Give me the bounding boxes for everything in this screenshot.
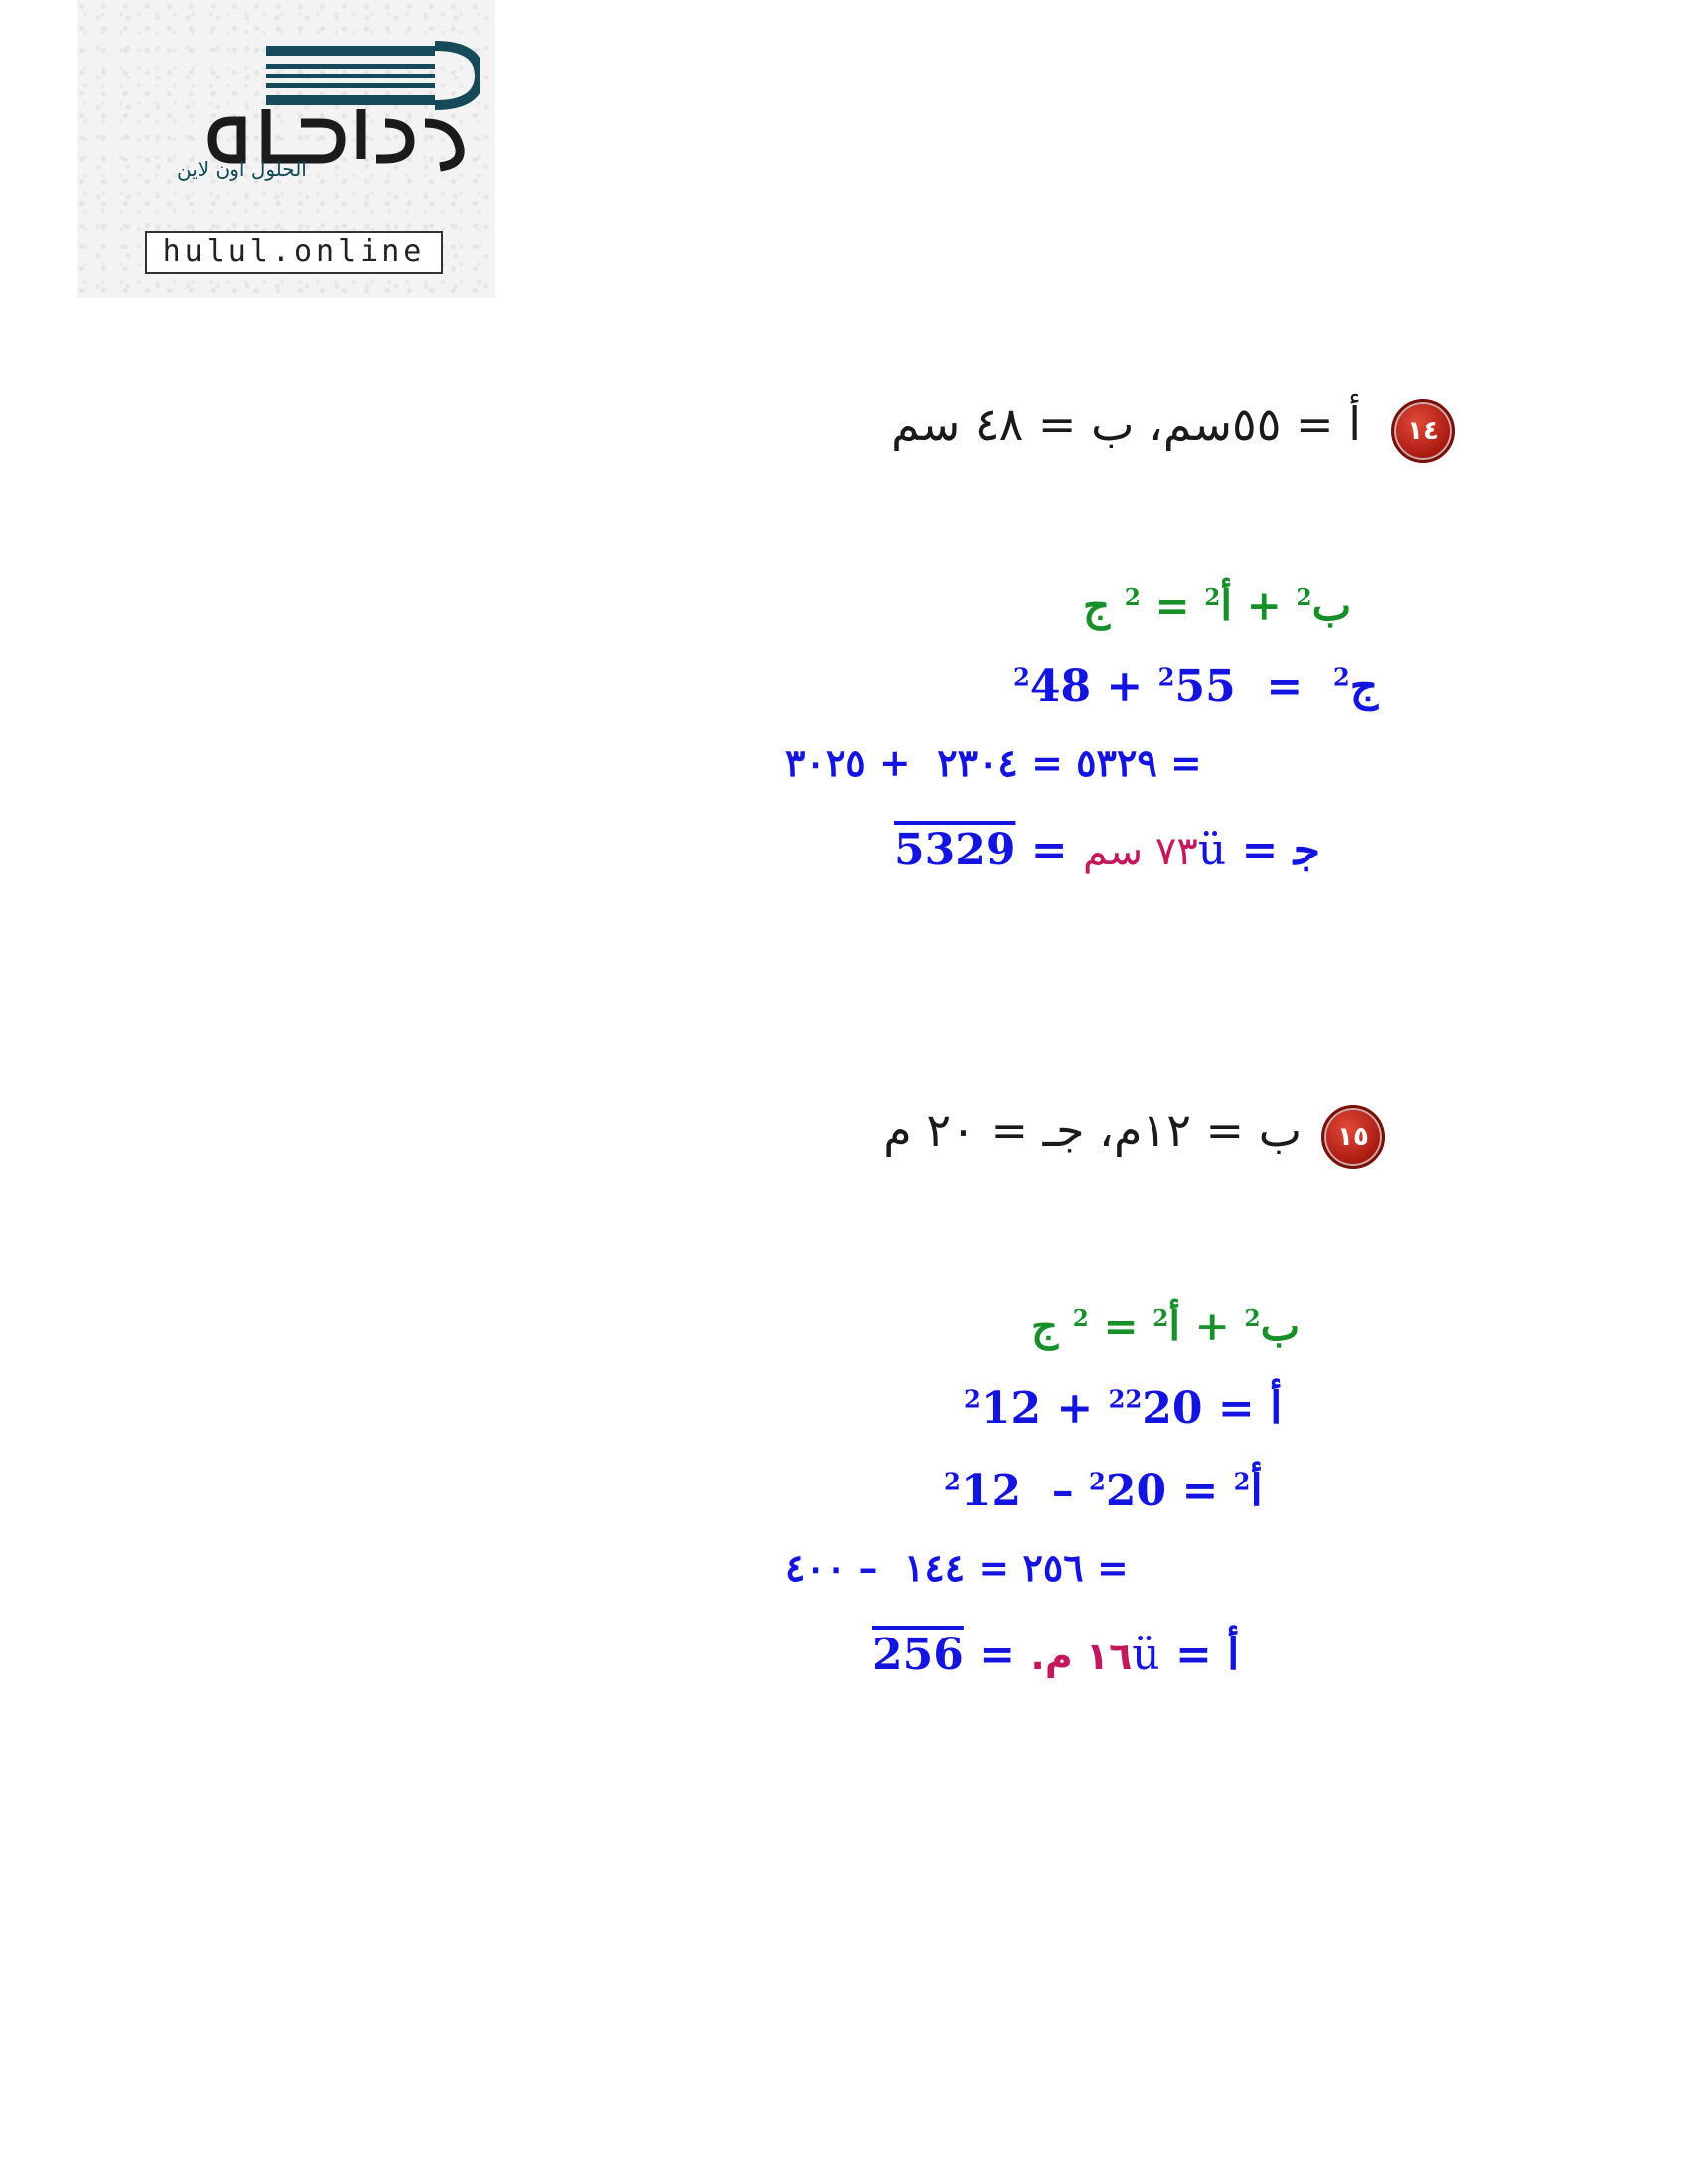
computation-line: ٥٣٢٩ = ٢٣٠٤ + ٣٠٢٥ = bbox=[785, 740, 1202, 785]
logo-url: hulul.online bbox=[145, 231, 443, 274]
computation-line: ٢٥٦ = ١٤٤ – ٤٠٠ = bbox=[785, 1545, 1129, 1590]
answer-value: ٧٣ سم bbox=[1083, 829, 1198, 874]
problem-number-badge: ١٤ bbox=[1391, 399, 1455, 463]
logo-tagline: الحلول اون لاين bbox=[177, 157, 307, 181]
logo bbox=[77, 0, 495, 298]
radicand: 256 bbox=[872, 1630, 964, 1680]
root-symbol: ü bbox=[1132, 1630, 1160, 1680]
substitution-line: $^2$12 + $^2$ أ = $^2$20 bbox=[964, 1383, 1283, 1434]
radicand: 5329 bbox=[894, 825, 1016, 875]
final-answer-line: ١٦ م. = 256 ü = أ bbox=[872, 1630, 1240, 1680]
isolate-line: $^2$12 – $^2$20 = $^2$أ bbox=[944, 1466, 1263, 1516]
formula-line: ب$^2$ + أ$^2$ = $^2$ ج bbox=[1083, 581, 1352, 630]
problem-given: أ = ٥٥سم، ب = ٤٨ سم bbox=[891, 397, 1361, 451]
formula-line: ب$^2$ + أ$^2$ = $^2$ ج bbox=[1031, 1302, 1301, 1350]
problem-given: ب = ١٢م، جـ = ٢٠ م bbox=[883, 1103, 1302, 1157]
problem-number-badge: ١٥ bbox=[1321, 1105, 1385, 1169]
substitution-line: $^2$48 + $^2$55 = ج$^2$ bbox=[1013, 661, 1379, 711]
answer-value: ١٦ م. bbox=[1030, 1635, 1133, 1678]
root-symbol: ü bbox=[1197, 825, 1227, 875]
final-answer-line: ٧٣ سم = 5329 ü = ﺟ bbox=[894, 825, 1320, 875]
